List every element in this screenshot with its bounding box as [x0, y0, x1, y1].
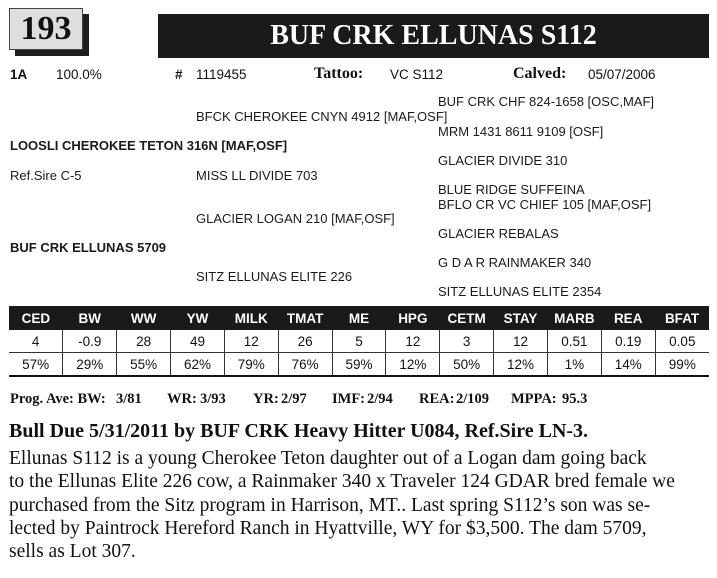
epd-value: 4	[9, 330, 63, 353]
epd-value: -0.9	[63, 330, 117, 353]
epd-percentile: 99%	[655, 353, 709, 377]
bred-to: Bull Due 5/31/2011 by BUF CRK Heavy Hitter U084, Ref.Sire LN-3.	[9, 420, 589, 442]
epd-values-row	[9, 330, 709, 353]
epd-value: 3	[440, 330, 494, 353]
progeny-mppa: 95.3	[562, 391, 588, 407]
epd-header: YW	[171, 306, 225, 330]
description-line: to the Ellunas Elite 226 cow, a Rainmaker 340 x Traveler 124 GDAR bred female we	[9, 471, 675, 493]
pedigree-dam-dam: SITZ ELLUNAS ELITE 226	[196, 269, 353, 284]
epd-value: 0.51	[547, 330, 601, 353]
epd-header: CED	[9, 306, 63, 330]
epd-percentile: 12%	[494, 353, 548, 377]
epd-header-row	[9, 306, 709, 330]
calved-date: 05/07/2006	[588, 67, 656, 82]
reg-label: #	[175, 67, 183, 82]
epd-percentile: 12%	[386, 353, 440, 377]
epd-value: 12	[386, 330, 440, 353]
pedigree-dam: BUF CRK ELLUNAS 5709	[10, 240, 167, 255]
lot-number: 193	[20, 10, 72, 47]
epd-header: CETM	[440, 306, 494, 330]
epd-header: REA	[601, 306, 655, 330]
progeny-mppa-label: MPPA:	[511, 391, 557, 407]
calved-label: Calved:	[513, 65, 567, 82]
epd-header: MARB	[547, 306, 601, 330]
pedigree-dam-sire: GLACIER LOGAN 210 [MAF,OSF]	[196, 211, 395, 226]
pedigree-sire: LOOSLI CHEROKEE TETON 316N [MAF,OSF]	[10, 138, 288, 153]
epd-value: 5	[332, 330, 386, 353]
epd-percentile: 59%	[332, 353, 386, 377]
description	[9, 447, 714, 563]
description-line: Ellunas S112 is a young Cherokee Teton daughter out of a Logan dam going back	[9, 448, 647, 469]
pedigree-ddd: SITZ ELLUNAS ELITE 2354	[438, 284, 602, 299]
epd-percentile: 29%	[63, 353, 117, 377]
progeny-yr-label: YR:	[253, 391, 279, 407]
epd-header: BFAT	[655, 306, 709, 330]
epd-header: WW	[117, 306, 171, 330]
pedigree-sss: BUF CRK CHF 824-1658 [OSC,MAF]	[438, 94, 654, 109]
pedigree-dds: G D A R RAINMAKER 340	[438, 255, 592, 270]
pedigree-dsd: GLACIER REBALAS	[438, 226, 559, 241]
epd-percentile: 76%	[278, 353, 332, 377]
pedigree-sire-dam: MISS LL DIVIDE 703	[196, 168, 318, 183]
epd-percentile: 50%	[440, 353, 494, 377]
progeny-imf: 2/94	[367, 391, 393, 407]
progeny-label: Prog. Ave: BW:	[10, 391, 106, 407]
progeny-imf-label: IMF:	[332, 391, 366, 407]
description-line: lected by Paintrock Hereford Ranch in Hyattville, WY for $3,500. The dam 5709,	[9, 517, 647, 539]
epd-table	[9, 306, 709, 377]
epd-value: 0.19	[601, 330, 655, 353]
epd-percentile: 14%	[601, 353, 655, 377]
progeny-bw: 3/81	[116, 391, 142, 407]
epd-value: 28	[117, 330, 171, 353]
pedigree-ssd: MRM 1431 8611 9109 [OSF]	[438, 124, 604, 139]
pedigree-sire-sire: BFCK CHEROKEE CNYN 4912 [MAF,OSF]	[196, 109, 448, 124]
progeny-rea: 2/109	[456, 391, 490, 407]
description-line: purchased from the Sitz program in Harrison, MT.. Last spring S112’s son was se-	[9, 494, 651, 516]
epd-value: 12	[494, 330, 548, 353]
lot-code: 1A	[10, 67, 28, 82]
epd-header: TMAT	[278, 306, 332, 330]
tattoo: VC S112	[390, 67, 444, 82]
epd-percentile-row	[9, 353, 709, 377]
epd-percentile: 62%	[171, 353, 225, 377]
pedigree-sire-ref: Ref.Sire C-5	[10, 168, 82, 183]
epd-value: 0.05	[655, 330, 709, 353]
epd-value: 49	[171, 330, 225, 353]
epd-percentile: 79%	[224, 353, 278, 377]
pedigree-dss: BFLO CR VC CHIEF 105 [MAF,OSF]	[438, 197, 652, 212]
epd-percentile: 55%	[117, 353, 171, 377]
progeny-rea-label: REA:	[419, 391, 455, 407]
epd-header: ME	[332, 306, 386, 330]
progeny-yr: 2/97	[281, 391, 307, 407]
pedigree-sds: GLACIER DIVIDE 310	[438, 153, 568, 168]
reg-number: 1119455	[196, 67, 247, 82]
pedigree-sdd: BLUE RIDGE SUFFEINA	[438, 182, 585, 197]
epd-value: 12	[224, 330, 278, 353]
epd-value: 26	[278, 330, 332, 353]
epd-percentile: 57%	[9, 353, 63, 377]
epd-percentile: 1%	[547, 353, 601, 377]
tattoo-label: Tattoo:	[314, 65, 364, 82]
epd-header: HPG	[386, 306, 440, 330]
progeny-wr: 3/93	[200, 391, 226, 407]
epd-header: BW	[63, 306, 117, 330]
epd-header: MILK	[224, 306, 278, 330]
percent: 100.0%	[56, 67, 102, 82]
progeny-wr-label: WR:	[167, 391, 197, 407]
description-line: sells as Lot 307.	[9, 541, 136, 563]
animal-name: BUF CRK ELLUNAS S112	[158, 14, 709, 58]
lot-number-box	[9, 8, 83, 50]
epd-header: STAY	[494, 306, 548, 330]
